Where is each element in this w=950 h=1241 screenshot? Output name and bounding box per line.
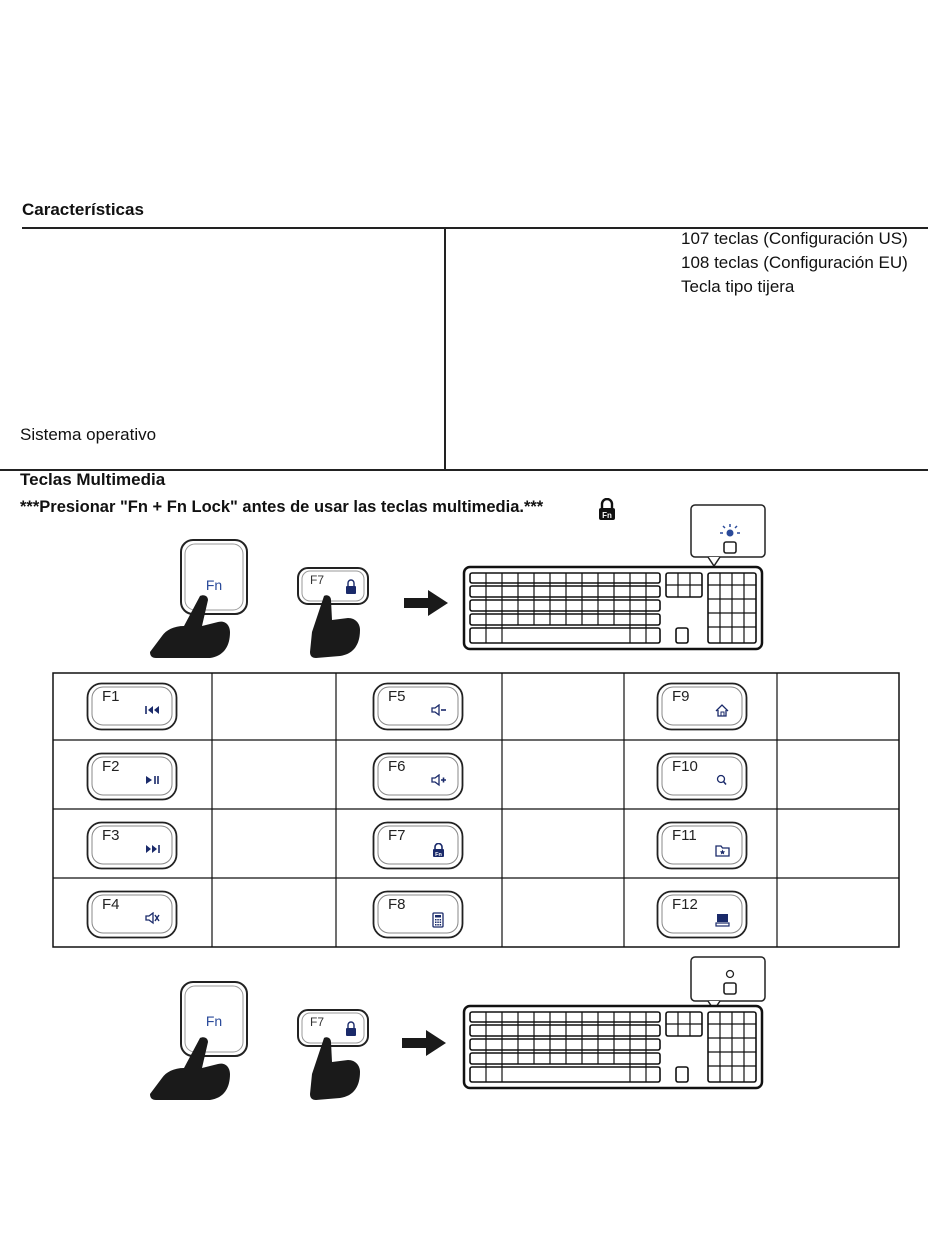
favorites-folder-icon xyxy=(714,843,732,859)
spec-line: 108 teclas (Configuración EU) xyxy=(681,253,908,272)
fn-lock-on-illustration xyxy=(0,528,950,658)
my-computer-icon xyxy=(714,912,732,928)
volume-up-icon xyxy=(430,774,448,790)
keyboard-led-on-illustration xyxy=(462,504,766,656)
svg-text:Fn: Fn xyxy=(435,851,442,858)
fn-key-press xyxy=(150,980,250,1100)
features-title: Características xyxy=(22,200,144,219)
home-icon xyxy=(714,704,732,720)
function-key-label: F2 xyxy=(102,758,120,775)
function-key-f6 xyxy=(372,752,464,802)
multimedia-title: Teclas Multimedia xyxy=(20,470,166,489)
f7-key-label: F7 xyxy=(310,573,325,587)
function-key-label: F9 xyxy=(672,688,690,705)
arrow-right-icon xyxy=(400,1028,448,1058)
function-key-label: F11 xyxy=(672,827,697,844)
function-key-f3 xyxy=(86,821,178,871)
calculator-icon xyxy=(430,912,448,928)
function-key-f2 xyxy=(86,752,178,802)
function-key-f5 xyxy=(372,682,464,732)
keyboard xyxy=(464,567,762,649)
fn-lock-off-illustration xyxy=(0,970,950,1100)
function-key-label: F10 xyxy=(672,758,698,775)
function-key-f8 xyxy=(372,890,464,940)
function-key-f11 xyxy=(656,821,748,871)
column-divider xyxy=(444,228,446,469)
play-pause-icon xyxy=(144,774,162,790)
os-label: Sistema operativo xyxy=(20,425,157,444)
function-key-f10 xyxy=(656,752,748,802)
function-key-f9 xyxy=(656,682,748,732)
instruction-text: ***Presionar "Fn + Fn Lock" antes de usar las teclas multimedia.*** xyxy=(20,498,544,516)
spec-line: 107 teclas (Configuración US) xyxy=(681,229,908,248)
multimedia-keys-table xyxy=(52,672,900,948)
spec-list xyxy=(681,227,908,299)
arrow-right-icon xyxy=(402,588,450,618)
function-key-f12 xyxy=(656,890,748,940)
prev-track-icon xyxy=(144,704,162,720)
function-key-f4 xyxy=(86,890,178,940)
spec-line: Tecla tipo tijera xyxy=(681,277,795,296)
function-key-label: F6 xyxy=(388,758,406,775)
function-key-f7 xyxy=(372,821,464,871)
svg-text:Fn: Fn xyxy=(602,511,612,520)
f7-key-press xyxy=(296,1008,376,1102)
mute-icon xyxy=(144,912,162,928)
fn-lock-icon xyxy=(430,843,448,859)
fn-key-label: Fn xyxy=(205,1013,223,1029)
volume-down-icon xyxy=(430,704,448,720)
function-key-label: F5 xyxy=(388,688,406,705)
function-key-label: F4 xyxy=(102,896,120,913)
function-key-label: F3 xyxy=(102,827,120,844)
function-key-label: F8 xyxy=(388,896,406,913)
f7-key-label: F7 xyxy=(310,1015,325,1029)
search-icon xyxy=(714,774,732,790)
function-key-label: F7 xyxy=(388,827,406,844)
keyboard-led-off-illustration xyxy=(462,956,766,1092)
next-track-icon xyxy=(144,843,162,859)
keyboard xyxy=(464,1006,762,1088)
fn-key-press xyxy=(150,538,250,658)
f7-key-press xyxy=(296,566,376,660)
function-key-label: F1 xyxy=(102,688,120,705)
function-key-label: F12 xyxy=(672,896,698,913)
fn-key-label: Fn xyxy=(205,577,223,593)
function-key-f1 xyxy=(86,682,178,732)
